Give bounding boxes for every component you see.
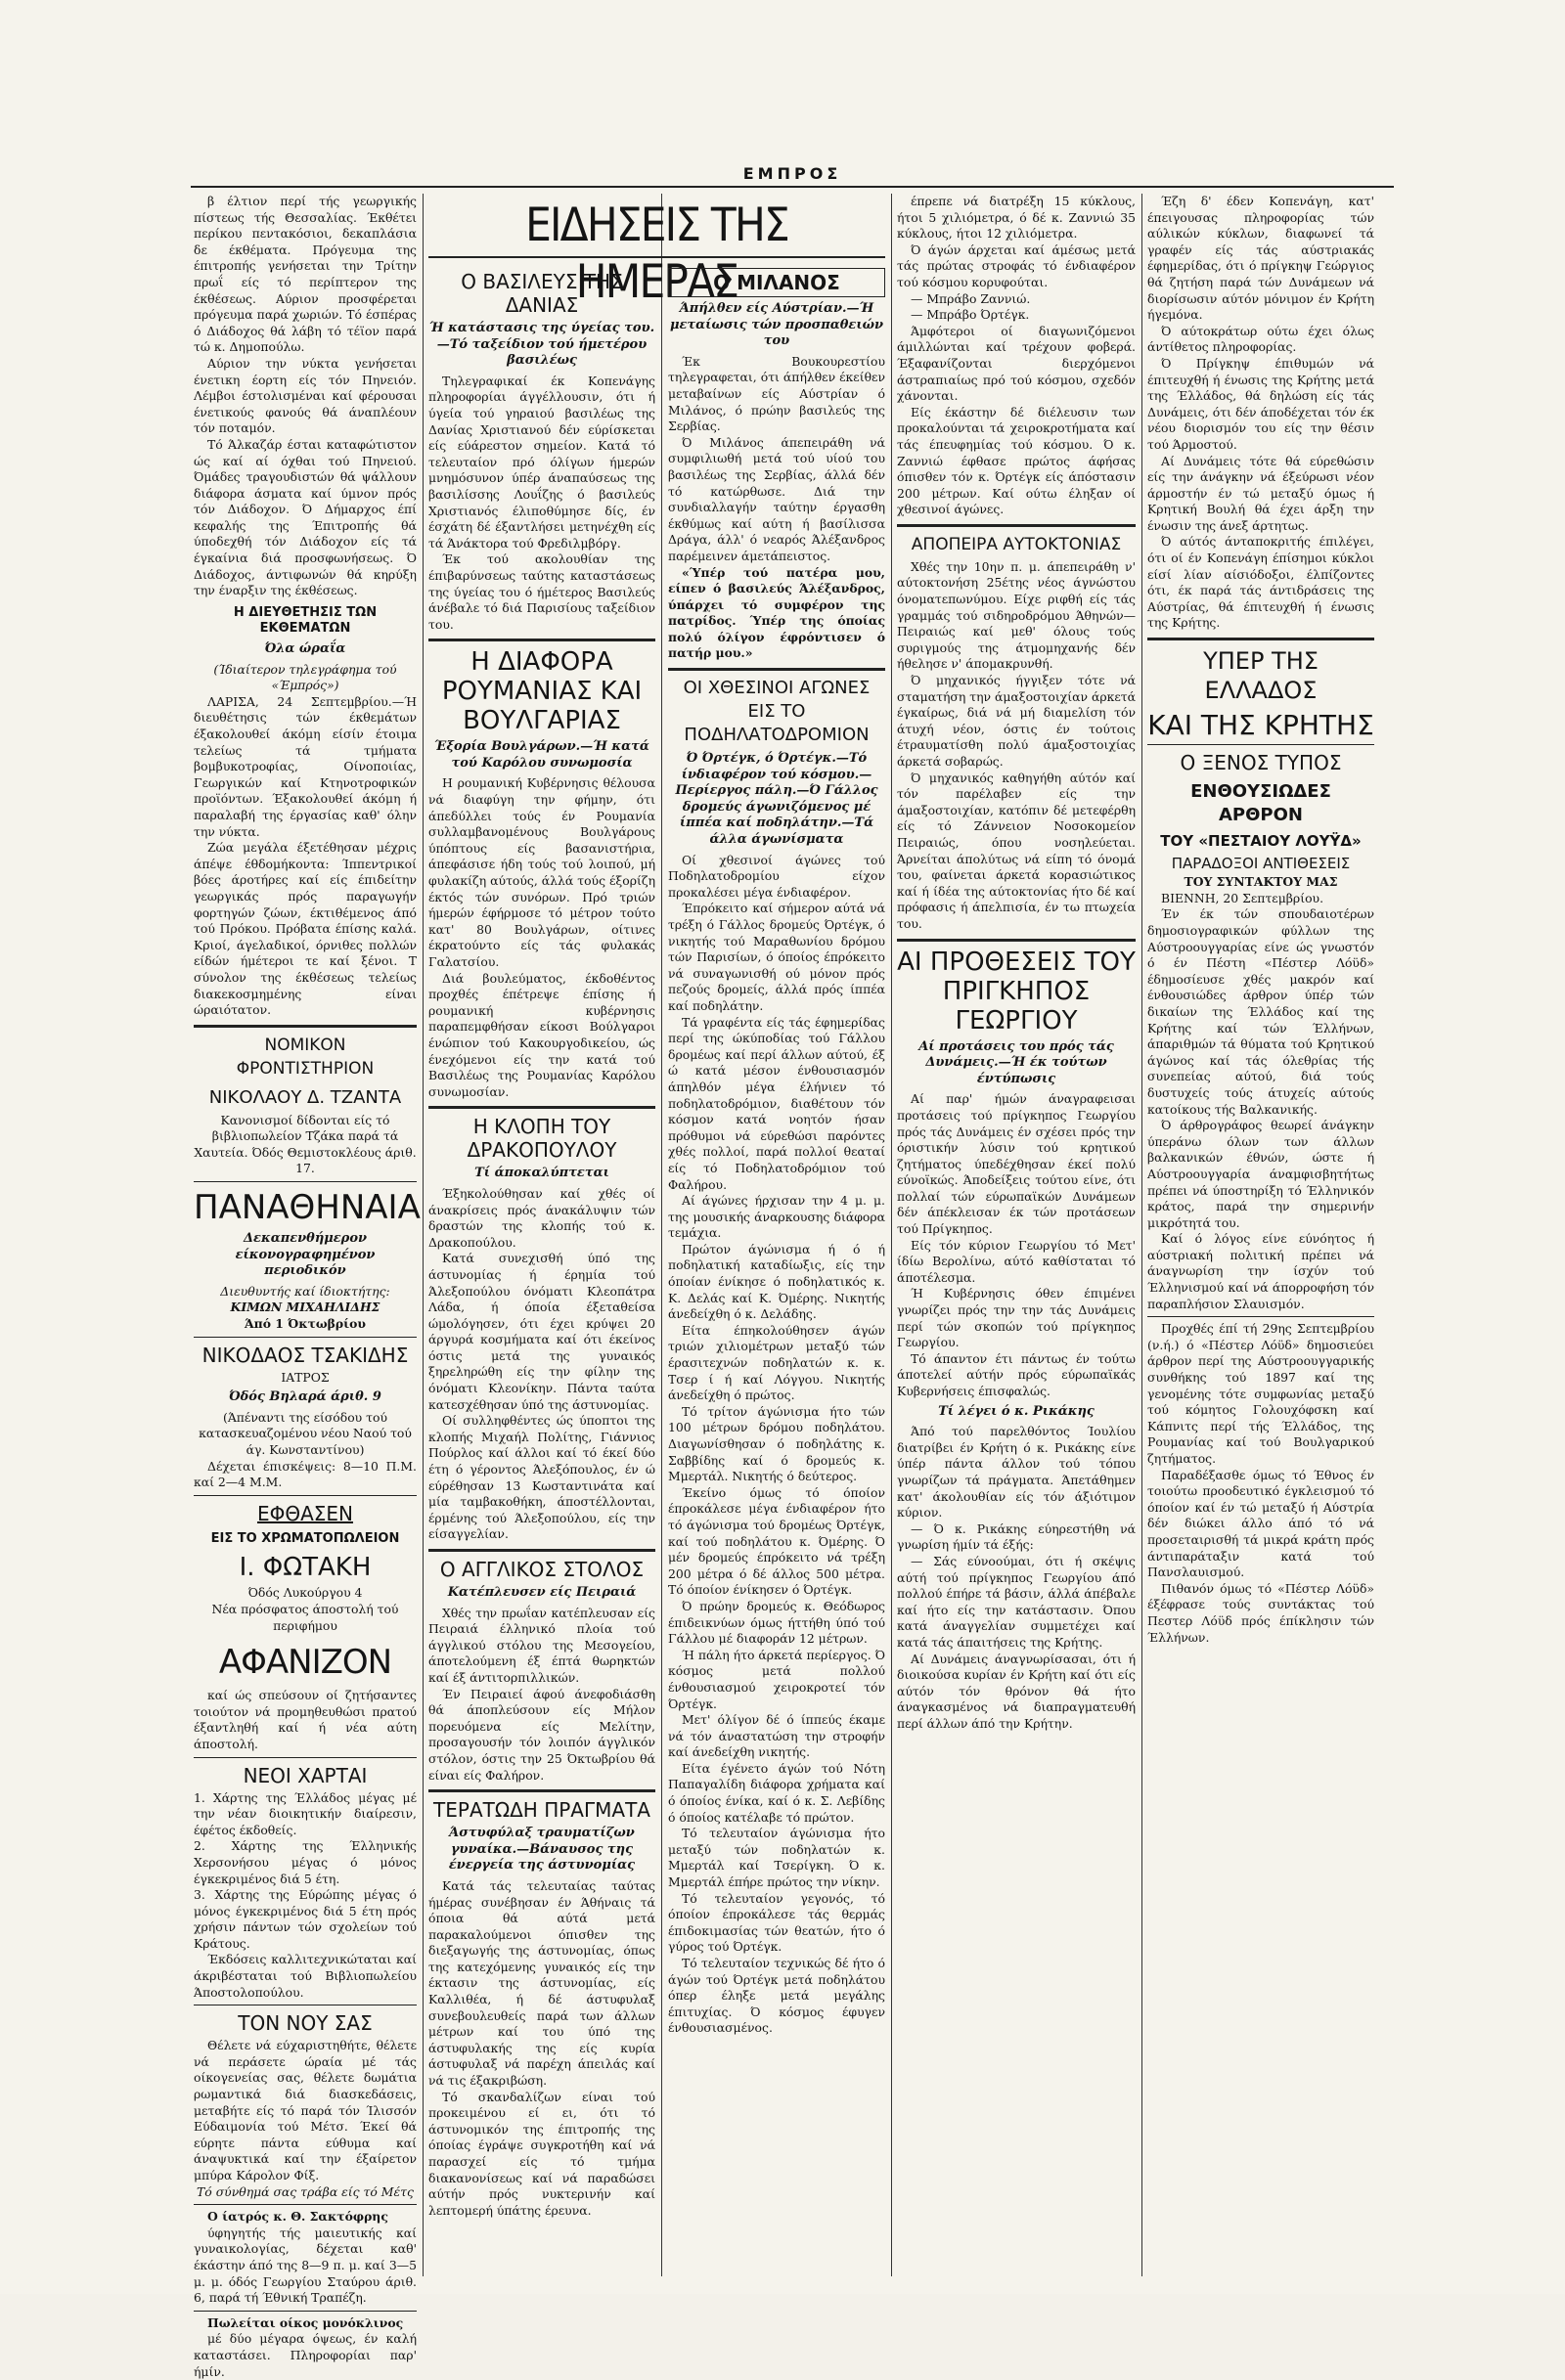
byline: ΤΟΥ ΣΥΝΤΑΚΤΟΥ ΜΑΣ	[1184, 874, 1338, 890]
article-paragraph: — Ό κ. Ρικάκης εύηρεστήθη νά γνωρίση ήμίν τά έξής:	[897, 1521, 1136, 1553]
article-paragraph: Έκ τού ακολουθίαν της έπιβαρύνσεως ταύτης καταστάσεως της ύγείας του ό ήμέτερος Βασιλεύς άνέβαλε τό διά Παρισίους ταξείδιον του.	[428, 551, 655, 632]
article-paragraph: Τό σκανδαλίζων είναι τού προκειμένου εί ει, ότι τό άστυνομικόν της έπιτροπής της όποίας έγράψε συγκροτήθη καί νά παρασχεί είς τό τμήμα διακανονίσεως καί νά παραδώσει αύτήν πρός νυκτερινήν καί λεπτομερή ύπάτης έρευνα.	[428, 2089, 655, 2218]
article-paragraph: ΛΑΡΙΣΑ, 24 Σεπτεμβρίου.—Ή διευθέτησις τών έκθεμάτων έξακολουθεί άκόμη είσίν έτοιμα τελείως τά τμήματα βομβυκοτροφίας, Οίνοποιίας, Γεωργικών καί Κτηνοτροφικών προϊόντων. Έξακολουθεί άκόμη ή παραλαβή της έργασίας καθ' όλην την νύκτα.	[194, 693, 417, 839]
article-paragraph: Αί Δυνάμεις άναγνωρίσασαι, ότι ή διοικούσα κυρίαν έν Κρήτη καί ότι είς αύτόν τόν θρόνον θά ήτο άναγκασμένος νά διαπραγματευθή περί άλλων άπό την Κρήτην.	[897, 1651, 1136, 1731]
ad-text: καί ώς σπεύσουν οί ζητήσαντες τοιούτον νά προμηθευθώσι πρατού έξαντληθή καί ή νέα αύτη άποστολή.	[194, 1688, 417, 1751]
article-paragraph: Είς έκάστην δέ διέλευσιν των προκαλούνται τά χειροκροτήματα καί τάς έπευφημίας τού κόσμου. Ό κ. Ζαννιώ έφθασε πρώτος άφήσας όπισθεν τόν κ. Όρτέγκ είς άπόστασιν 200 μέτρων. Καί ούτω έληξαν οί χθεσινοί άγώνες.	[897, 404, 1136, 517]
divider	[428, 1106, 655, 1109]
article-paragraph: Κατά συνεχισθή ύπό της άστυνομίας ή έρημία τού Άλεξοπούλου όνόματι Κλεοπάτρα Λάδα, ή όποία έξεταθείσα ώμολόγησεν, ότι έχει κρύψει 20 άργυρά κοσμήματα καί ότι έκείνος όστις μετά της γυναικός ξηρεληρώθη είς την φίλην της όνόματι Κλεονίκην. Πάντα ταύτα κατεσχέθησαν ύπό της άστυνομίας.	[428, 1251, 655, 1412]
ad-text: Άπό 1 Όκτωβρίου	[245, 1316, 366, 1332]
article-paragraph: Άμφότεροι οί διαγωνιζόμενοι άμιλλώνται καί τρέχουν φοβερά. Έξαφανίζονται διερχόμενοι άστραπιαίως πρό τού κόσμου, σχεδόν χάνονται.	[897, 323, 1136, 404]
article-paragraph: Πιθανόν όμως τό «Πέστερ Λόϋδ» έξέφρασε τούς συντάκτας τού Πεστερ Λόϋδ πρός έπίκλησιν τών Έλλήνων.	[1147, 1580, 1374, 1645]
list-item: 3. Χάρτης της Εύρώπης μέγας ό μόνος έγκεκριμένος διά 5 έτη πρός χρήσιν πάντων τών σχολείων τού Κράτους.	[194, 1887, 417, 1951]
article-headline: ΑΠΟΠΕΙΡΑ ΑΥΤΟΚΤΟΝΙΑΣ	[911, 534, 1122, 554]
ad-address: Όδός Βηλαρά άριθ. 9	[229, 1389, 381, 1405]
divider	[428, 1789, 655, 1792]
article-paragraph: Η ρουμανική Κυβέρνησις θέλουσα νά διαφύγη την φήμην, ότι άπεδύλλει τούς έν Ρουμανία συλλαμβανομένους Βουλγάρους ύπόπτους είς βασανιστήρια, άπεφάσισε ήδη τούς τού λοιπού, μή φυλακίζη αύτούς, άλλά τούς έξορίζη έκτός τών συνόρων. Πρό τριών ήμερών έφήρμοσε τό μέτρον τούτο κατ' 80 Βουλγάρων, οίτινες έκρατούντο είς τάς φυλακάς Γαλατσίου.	[428, 775, 655, 969]
divider	[1147, 638, 1374, 640]
article-headline: Η ΚΛΟΠΗ ΤΟΥ ΔΡΑΚΟΠΟΥΛΟΥ	[467, 1115, 617, 1163]
article-paragraph: Αί παρ' ήμών άναγραφεισαι προτάσεις τού πρίγκηπος Γεωργίου πρός τάς Δυνάμεις έν σχέσει πρός την όριστικήν λύσιν τού κρητικού ζητήματος ύπεδέχθησαν έκεί πολύ εύνοϊκώς. Άποδείξεις τούτου είνε, ότι πολλαί τών εύρωπαϊκών Δυνάμεων δέν άπέκλεισαν έκ τών προτάσεων τού Πρίγκηπος.	[897, 1091, 1136, 1237]
ad-subtitle: ΕΙΣ ΤΟ ΧΡΩΜΑΤΟΠΩΛΕΙΟΝ	[210, 1530, 400, 1546]
ad-text: Νέα πρόσφατος άποστολή τού περιφήμου	[211, 1601, 399, 1633]
ad-text: Κανονισμοί δίδονται είς τό βιβλιοπωλείον Τζάκα παρά τά Χαυτεία. Όδός Θεμιστοκλέους άριθ. 17.	[194, 1112, 417, 1176]
column-rule	[661, 194, 662, 2276]
article-paragraph: Τό άπαντον έτι πάντως έν τούτω άποτελεί αύτήν πρός εύρωπαϊκάς Κυβερνήσεις έπισφαλώς.	[897, 1350, 1136, 1398]
article-headline: ΑΙ ΠΡΟΘΕΣΕΙΣ ΤΟΥ ΠΡΙΓΚΗΠΟΣ ΓΕΩΡΓΙΟΥ	[897, 947, 1136, 1036]
article-paragraph: Τό τρίτον άγώνισμα ήτο τών 100 μέτρων δρόμου ποδηλάτου. Διαγωνίσθησαν ό ποδηλάτης κ. Σαββίδης καί ό δρομεύς κ. Μμερτάλ. Νικητής ό δεύτερος.	[668, 1403, 885, 1484]
divider	[668, 668, 885, 671]
article-paragraph: Τό τελευταίον γεγονός, τό όποίον έπροκάλεσε τάς θερμάς έπιδοκιμασίας τών θεατών, ήτο ό γύρος τού Όρτέγκ.	[668, 1890, 885, 1955]
article-paragraph: Αί Δυνάμεις τότε θά εύρεθώσιν είς την άνάγκην νά έξεύρωσι νέον άρμοστήν έν τώ μεταξύ όμως ή Κρητική Βουλή θά έχει άρξη την ένωσιν της άνεξ άρτητως.	[1147, 453, 1374, 533]
article-paragraph: Ό άρθρογράφος θεωρεί άνάγκην ύπεράνω όλων των άλλων βαλκανικών έθνών, ώστε ή Αύστροουγγαρία άναμφισβητήτως πρέπει νά ύποστηρίξη τό Έλληνικόν κράτος, παρά την σημερινήν μικρότητά του.	[1147, 1118, 1374, 1230]
article-paragraph: Άπό τού παρελθόντος Ίουλίου διατρίβει έν Κρήτη ό κ. Ρικάκης είνε ύπέρ πάντα άλλον τού τόπου γνωρίζων τά πράγματα. Άπετάθημεν κατ' άκολουθίαν είς τόν άξιότιμον κύριον.	[897, 1424, 1136, 1521]
article-headline: ΟΙ ΧΘΕΣΙΝΟΙ ΑΓΩΝΕΣ ΕΙΣ ΤΟ ΠΟΔΗΛΑΤΟΔΡΟΜΙΟΝ	[683, 678, 871, 746]
divider	[194, 1757, 417, 1758]
divider	[897, 524, 1136, 527]
article-subheading: ΠΑΡΑΔΟΞΟΙ ΑΝΤΙΘΕΣΕΙΣ	[1171, 854, 1351, 872]
article-paragraph: Ό αύτός άνταποκριτής έπιλέγει, ότι οί έν Κοπενάγη έπίσημοι κύκλοι είσί λίαν αίσιόδοξοι, έλπίζοντες ότι, έκ παρά τάς άντιδράσεις της Αύστρίας, θά έπιτευχθή ή ένωσις της Κρήτης.	[1147, 534, 1374, 631]
ad-text: μέ δύο μέγαρα όψεως, έν καλή καταστάσει. Πληροφορίαι παρ' ήμίν.	[194, 2331, 417, 2379]
article-subheading: Τί άποκαλύπτεται	[474, 1166, 609, 1181]
main-headline-text: ΕΙΔΗΣΕΙΣ ΤΗΣ ΗΜΕΡΑΣ	[525, 198, 788, 309]
ad-tagline: Τό σύνθημά σας τράβα είς τό Μέτς	[197, 2183, 414, 2199]
list-item: 2. Χάρτης της Έλληνικής Χερσονήσου μέγας ό μόνος έγκεκριμένος διά 5 έτη.	[194, 1838, 417, 1886]
article-subheading: Κατέπλευσεν είς Πειραιά	[447, 1585, 637, 1600]
article-paragraph: Έν έκ τών σπουδαιοτέρων δημοσιογραφικών φύλλων της Αύστροουγγαρίας είνε ώς γνωστόν ό έν Πέστη «Πέστερ Λόϋδ» έδημοσίευσε χθές μακρόν καί ένθουσιώδες άρθρον ύπέρ τών δικαίων της Έλλάδος καί της Κρήτης καί τών Έλλήνων, άπαριθμών τά θύματα τού Κρητικού άγώνος καί τάς όλεθρίας τής συνεπείας αύτού, διά τούς δυστυχείς τούς άτυχείς αύτούς κατοίκους τής Βαλκανικής.	[1147, 906, 1374, 1117]
article-subheading: Ή κατάστασις της ύγείας του. —Τό ταξείδιον τού ήμετέρου βασιλέως	[428, 321, 655, 369]
column-1	[194, 194, 421, 2379]
article-headline: ΤΕΡΑΤΩΔΗ ΠΡΑΓΜΑΤΑ	[433, 1798, 650, 1823]
article-paragraph: Παραδέξασθε όμως τό Έθνος έν τοιούτω προοδευτικό έγκλεισμού τό όποίον καί έν τώ μεταξύ ή Αύστρία δέν διώκει άλλο άπό τό νά προσεταιρισθή τά μικρά κράτη πρός άντιπαράταξιν κατά τού Πανσλαυισμού.	[1147, 1467, 1374, 1580]
article-paragraph: Αί άγώνες ήρχισαν την 4 μ. μ. της μουσικής άναρκουσης διάφορα τεμάχια.	[668, 1193, 885, 1241]
article-paragraph: Είτα έπηκολούθησεν άγών τριών χιλιομέτρων μεταξύ τών έρασιτεχνών ποδηλατών κ. κ. Τσερ ί ή καί Λόγγου. Νικητής άνεδείχθη ό πρώτος.	[668, 1322, 885, 1403]
ad-text: Έκδόσεις καλλιτεχνικώταται καί άκριβέσταται τού Βιβλιοπωλείου Άποστολοπούλου.	[194, 1952, 417, 2000]
article-paragraph: Αύριον την νύκτα γενήσεται ένετικη έορτη είς τόν Πηνειόν. Λέμβοι έστολισμέναι καί φέρουσαι ένετικούς φανούς θά άναπλέουν τόν ποταμόν.	[194, 355, 417, 436]
article-subheading: Ο ΞΕΝΟΣ ΤΥΠΟΣ	[1180, 751, 1342, 775]
article-paragraph: β έλτιον περί τής γεωργικής πίστεως τής Θεσσαλίας. Έκθέτει περίκου πεντακόσιοι, δεκαπλάσια δε έκθέματα. Πρόγευμα της έπιτροπής γενήσεται την Τρίτην πρωΐ είς τό περίπτερον της έκθέσεως. Αύριον προσφέρεται πρόγευμα παρά χωριών. Τό έσπέρας ό Διάδοχος θά λάβη τό τέϊον παρά τώ κ. Δημοπούλω.	[194, 194, 417, 355]
article-paragraph: Μετ' όλίγον δέ ό ίππεύς έκαμε νά τόν άναστατώση την στροφήν καί άνεδείχθη νικητής.	[668, 1712, 885, 1760]
divider	[1147, 1316, 1374, 1317]
ad-subtitle: Δεκαπενθήμερον είκονογραφημένον περιοδικόν	[235, 1231, 376, 1279]
article-paragraph: Έκείνο όμως τό όποίον έπροκάλεσε μέγα ένδιαφέρον ήτο τό άγώνισμα τού δρομέως Όρτέγκ, καί τού ποδηλάτου κ. Όμέρης. Ό μέν δρομεύς έπρόκειτο νά τρέξη 200 μέτρα ό δέ άλλος 500 μέτρα. Τό όποίον ένίκησεν ό Όρτέγκ.	[668, 1484, 885, 1598]
article-subheading: Έξορία Βουλγάρων.—Ή κατά τού Καρόλου συνωμοσία	[434, 739, 649, 771]
article-subheading: Αί προτάσεις του πρός τάς Δυνάμεις.—Ή έκ τούτων έντύπωσις	[918, 1038, 1114, 1086]
column-5	[1147, 194, 1374, 2276]
article-paragraph: Προχθές έπί τή 29ης Σεπτεμβρίου (ν.ή.) ό «Πέστερ Λόϋδ» δημοσιεύει άρθρον περί της Αύστροουγγαρικής συνθήκης τού 1897 καί της γενομένης τότε συμφωνίας μεταξύ τού κόμητος Γολουχόφσκη καί Κάπνιτς περί τής Έλλάδος, της Ρουμανίας καί τού Βουλγαρικού ζητήματος.	[1147, 1321, 1374, 1466]
article-paragraph: Έκ Βουκουρεστίου τηλεγραφεται, ότι άπήλθεν έκείθεν μεταβαίνων είς Αύστρίαν ό Μιλάνος, ό πρώην βασιλεύς της Σερβίας.	[668, 353, 885, 434]
ad-address: Όδός Λυκούργου 4	[247, 1585, 363, 1601]
ad-name: Ο ίατρός κ. Θ. Σακτόφρης	[207, 2209, 388, 2225]
divider	[428, 639, 655, 641]
list-item: 1. Χάρτης της Έλλάδος μέγας μέ την νέαν διοικητικήν διαίρεσιν, έφέτος έκδοθείς.	[194, 1789, 417, 1837]
ad-text: ύφηγητής τής μαιευτικής καί γυναικολογίας, δέχεται καθ' έκάστην άπό της 8—9 π. μ. καί 3—5 μ. μ. όδός Γεωργίου Σταύρου άριθ. 6, παρά τή Έθνική Τραπέζη.	[194, 2225, 417, 2306]
article-paragraph: Οί χθεσινοί άγώνες τού Ποδηλατοδρομίου είχον προκαλέσει μέγα ένδιαφέρον.	[668, 852, 885, 900]
article-quote: «Ύπέρ τού πατέρα μου, είπεν ό βασιλεύς Άλέξανδρος, ύπάρχει τό συμφέρον της πατρίδος. Ύπέρ της όποίας πολύ όλίγον έφρόντισεν ό πατήρ μου.»	[668, 564, 885, 661]
article-paragraph: Τό Άλκαζάρ έσται καταφώτιστον ώς καί αί όχθαι τού Πηνειού. Όμάδες τραγουδιστών θά ψάλλουν διάφορα άσματα καί ύμνον πρός τόν Διάδοχον. Ό Δήμαρχος έπί κεφαλής της Έπιτροπής θά ύποδεχθή τόν Διάδοχον είς τά έγκαίνια διά προσφωνήσεως. Ό Διάδοχος, άντιφωνών θά κηρύξη την έναρξιν της έκθέσεως.	[194, 436, 417, 598]
article-paragraph: Τό τελευταίον άγώνισμα ήτο μεταξύ τών ποδηλατών κ. Μμερτάλ καί Τσερίγκη. Ό κ. Μμερτάλ έπήρε πρώτος την νίκην.	[668, 1826, 885, 1890]
source-note: (Ίδιαίτερον τηλεγράφημα τού «Έμπρός»)	[213, 661, 397, 693]
ad-name: ΚΙΜΩΝ ΜΙΧΑΗΛΙΔΗΣ	[230, 1300, 380, 1315]
article-paragraph: Κατά τάς τελευταίας ταύτας ήμέρας συνέβησαν έν Άθήναις τά όποια θά αύτά μετά παρακαλούμενοι όπισθεν της διεξαγωγής της άστυνομίας, όπως της κατεχόμενης γυναικός είς την έκτασιν της άστυνομίας, είς Καλλιθέα, ή δέ άστυφυλαξ συνεβουλευθείς παρά των άλλων μέτρων καί του ύπό της άστυφυλακής της είς κυρία άστυφυλαξ νά παρέχη άπειλάς καί νά τις έξακριβώση.	[428, 1877, 655, 2089]
divider	[194, 1181, 417, 1182]
article-paragraph: Ό άγών άρχεται καί άμέσως μετά τάς πρώτας στροφάς τό ένδιαφέρον τού κόσμου κορυφούται.	[897, 242, 1136, 289]
divider	[194, 1495, 417, 1496]
ad-title: ΠΑΝΑΘΗΝΑΙΑ	[194, 1188, 421, 1228]
article-headline: ΥΠΕΡ ΤΗΣ ΕΛΛΑΔΟΣ	[1203, 647, 1319, 705]
ad-text: Διευθυντής καί ίδιοκτήτης:	[220, 1283, 390, 1299]
ad-text: Δέχεται έπισκέψεις: 8—10 Π.Μ. καί 2—4 Μ.Μ.	[194, 1458, 417, 1490]
article-headline: Ο ΑΓΓΛΙΚΟΣ ΣΤΟΛΟΣ	[439, 1558, 645, 1581]
article-paragraph: έπρεπε νά διατρέξη 15 κύκλους, ήτοι 5 χιλιόμετρα, ό δέ κ. Ζαννιώ 35 κύκλους, ήτοι 12 χιλιόμετρα.	[897, 194, 1136, 242]
ad-name: ΝΙΚΟΔΑΟΣ ΤΣΑΚΙΔΗΣ	[201, 1343, 409, 1367]
article-paragraph: Τά γραφέντα είς τάς έφημερίδας περί της ώκύποδίας τού Γάλλου δρομέως καί περί άλλων αύτού, έξ ώ κατά μέσον ένθουσιασμόν άπηλθόν μέγα έλήνιεν τό ποδηλατοδρόμιον, διαθέτουν τόν κόσμον κατά νοητόν ήσαν πρόθυμοι νά εύρεθώσι παρόντες χθές πολλοί, παρά πολλοί θεαταί είς τό Ποδηλατοδρόμιον τού Φαλήρου.	[668, 1014, 885, 1192]
article-paragraph: Έζη δ' έδεν Κοπενάγη, κατ' έπειγουσας πληροφορίας τών αύλικών κύκλων, διαφωνεί τά γραφέν είς τάς αύστριακάς έφημερίδας, ότι ό πρίγκηψ Γεώργιος θά ζητήση παρά τών Δυνάμεων νά διορίσωσιν αύτόν μόνιμον έν Κρήτη ήγεμόνα.	[1147, 194, 1374, 323]
article-paragraph: Τηλεγραφικαί έκ Κοπενάγης πληροφορίαι άγγέλλουσιν, ότι ή ύγεία τού γηραιού βασιλέως της Δανίας Χριστιανού δέν εύρίσκεται είς εύάρεστον σημείον. Κατά τό τελευταίον πρό όλίγων ήμερών μνημόσυνον ύπέρ άναπαύσεως της βασιλίσσης Λουΐζης ό βασιλεύς Χριστιανός έλιποθύμησε δίς, έν έσχάτη δέ έξαντλήσει μετηνέχθη είς τά Άνάκτορα τού Φρεδιλμβόργ.	[428, 373, 655, 551]
article-paragraph: Ό Μιλάνος άπεπειράθη νά συμφιλιωθή μετά τού υίού του βασιλέως της Σερβίας, άλλά δέν τό κατώρθωσε. Διά την συνδιαλλαγήν ταύτην έργασθη έκθύμως καί αύτη ή βασίλισσα Δράγα, άλλ' ό νεαρός Άλέξανδρος παρέμεινεν άμετάπειστος.	[668, 434, 885, 563]
divider	[897, 939, 1136, 942]
ad-title: Πωλείται οίκος μονόκλινος	[207, 2314, 404, 2330]
article-paragraph: Έν Πειραιεί άφού άνεφοδιάσθη θά άποπλεύσουν είς Μήλον πορευόμενα είς Μελίτην, προσαγουσήν τόν λοιπόν άγγλικόν στόλον, όστις την 25 Όκτωβρίου θά είναι είς Φαλήρον.	[428, 1686, 655, 1783]
column-2	[428, 264, 655, 2276]
article-paragraph: Τό τελευταίον τεχνικώς δέ ήτο ό άγών τού Όρτέγκ μετά ποδηλάτου όπερ έληξε μετά μεγάλης έπιτυχίας. Ό κόσμος έφυγεν ένθουσιασμένος.	[668, 1956, 885, 2036]
article-paragraph: — Μπράβο Ζαννιώ.	[911, 290, 1031, 306]
article-headline: Ο ΒΑΣΙΛΕΥΣ ΤΗΣ ΔΑΝΙΑΣ	[461, 270, 623, 317]
article-paragraph: — Σάς εύνοούμαι, ότι ή σκέψις αύτή τού πρίγκηπος Γεωργίου άπό πολλού έπήρε τά βάσιν, άλλά άπέβαλε καί ήτο είς την κατάστασιν. Όπου κατά άναγγελίαν συμμετέχει καί κατά τάς άπαιτήσεις της Κρήτης.	[897, 1553, 1136, 1650]
ad-title: ΝΟΜΙΚΟΝ ΦΡΟΝΤΙΣΤΗΡΙΟΝ	[236, 1035, 375, 1079]
column-4	[897, 194, 1136, 2276]
article-paragraph: Έπρόκειτο καί σήμερον αύτά νά τρέξη ό Γάλλος δρομεύς Όρτέγκ, ό νικητής τού Μαραθωνίου δρόμου τών Παρισίων, ό όποίος έπρόκειτο νά συναγωνισθή ού μόνον πρός πεζούς δρομείς, άλλά πρός ίππέα καί ποδηλάτην.	[668, 901, 885, 1013]
article-paragraph: Πρώτον άγώνισμα ή ό ή ποδηλατική καταδίωξις, είς την όποίαν ένίκησε ό ποδηλατικός κ. Κ. Δελάς καί Κ. Όμέρης. Νικητής άνεδείχθη ό κ. Δελάδης.	[668, 1241, 885, 1322]
masthead	[191, 164, 1394, 188]
article-paragraph: Ζώα μεγάλα έξετέθησαν μέχρις άπέψε έθδομήκοντα: Ίππεντρικοί βόες άροτήρες καί είς έπιδείτην γεωργικάς πρός παραγωγήν φορτηγών ζώων, έκτιθέμενος άπό τού Πρόκου. Πρόβατα έπίσης καλά. Κριοί, άγελαδικοί, όρνιθες πολλών είδών ήμέτεροι τε καί ξένοι. Τ σύνολον της έκθέσεως τελείως διακεκοσμημένης είναι ώραιότατον.	[194, 840, 417, 1018]
article-subheading: ΤΟΥ «ΠΕΣΤΑΙΟΥ ΛΟΥΫΔ»	[1160, 832, 1362, 851]
section-subheading: Όλα ώραΐα	[264, 641, 346, 657]
section-heading: Η ΔΙΕΥΘΕΤΗΣΙΣ ΤΩΝ ΕΚΘΕΜΑΤΩΝ	[233, 604, 378, 637]
article-paragraph: Ό πρώην δρομεύς κ. Θεόδωρος έπιδεικνύων όμως ήττήθη ύπό τού Γάλλου μέ διαφοράν 12 μέτρων.	[668, 1598, 885, 1647]
article-subheading: Άστυφύλαξ τραυματίζων γυναίκα.—Βάναυσος της ένεργεία της άστυνομίας	[448, 1826, 636, 1873]
ad-title: ΤΟΝ ΝΟΥ ΣΑΣ	[238, 2011, 373, 2036]
column-rule	[423, 194, 424, 2276]
article-paragraph: Έξηκολούθησαν καί χθές οί άνακρίσεις πρός άνακάλυψιν τών δραστών της κλοπής τού κ. Δρακοπούλου.	[428, 1185, 655, 1250]
article-paragraph: Χθές την πρωΐαν κατέπλευσαν είς Πειραιά έλληνικό πλοία τού άγγλικού στόλου της Μεσογείου, άποτελούμενη έξ έπτά θωρηκτών καί έξ άντιτορπιλλικών.	[428, 1605, 655, 1685]
article-headline: Η ΔΙΑΦΟΡΑ ΡΟΥΜΑΝΙΑΣ ΚΑΙ ΒΟΥΛΓΑΡΙΑΣ	[441, 647, 643, 736]
column-rule	[1141, 194, 1142, 2276]
divider	[194, 1025, 417, 1028]
ad-title: ΝΕΟΙ ΧΑΡΤΑΙ	[243, 1763, 368, 1787]
divider	[194, 1337, 417, 1338]
masthead-title: ΕΜΠΡΟΣ	[742, 164, 842, 183]
ad-text: (Άπέναντι της είσόδου τού κατασκευαζομένου νέου Ναού τού άγ. Κωνσταντίνου)	[199, 1409, 412, 1457]
divider	[1147, 744, 1374, 745]
divider	[194, 2204, 417, 2205]
article-paragraph: Ό μηχανικός καθηγήθη αύτόν καί τόν παρέλαβεν είς την άμαξοστοιχίαν, κατόπιν δέ μετεφέρθη είς τό Ζάννειον Νοσοκομείον Πειραιώς, όπου νοσηλεύεται. Άρνείται άπολύτως νά είπη τό όνομά του, φαίνεται άρκετά κορασιώτικος καί ή ίδέα της αύτοκτονίας ήτο δέ καί πρόφασις ή άπελπισία, έν τω πτωχεία του.	[897, 770, 1136, 931]
divider	[194, 2311, 417, 2312]
article-paragraph: Είτα έγένετο άγών τού Νότη Παπαγαλίδη διάφορα χρήματα καί ό όποίος ένίκα, καί ό κ. Σ. Λεβίδης ό όποίος κατέλαβε τό πρώτον.	[668, 1760, 885, 1825]
ad-product: ΑΦΑΝΙΖΟΝ	[218, 1643, 392, 1683]
article-subheading: Άπήλθεν είς Αύστρίαν.—Ή μεταίωσις τών προσπαθειών του	[669, 301, 884, 349]
ad-title: ΕΦΘΑΣΕΝ	[256, 1501, 354, 1525]
article-paragraph: Διά βουλεύματος, έκδοθέντος προχθές έπέτρεψε έπίσης ή ρουμανική κυβέρνησις παραπεμφθήσαν είκοσι Βούλγαροι ένώπιον τού Κακουργοδικείου, ώς ένεχόμενοι είς την κατά τού Βασιλέως της Ρουμανίας Καρόλου συνωμοσίαν.	[428, 970, 655, 1099]
article-paragraph: Ό αύτοκράτωρ ούτω έχει όλως άντίθετος πληροφορίας.	[1147, 323, 1374, 355]
column-rule	[891, 194, 892, 2276]
article-paragraph: Ό μηχανικός ήγγιξεν τότε νά σταματήση την άμαξοστοιχίαν άρκετά έγκαίρως, διά νά μή διαμελίση τόν άτυχή νέον, όστις έν τούτοις έτραυματίσθη πολύ άμαξοστοιχίας άρκετά σοβαρώς.	[897, 673, 1136, 769]
article-subheading: ΕΝΘΟΥΣΙΩΔΕΣ ΑΡΘΡΟΝ	[1190, 781, 1331, 826]
dateline: ΒΙΕΝΝΗ, 20 Σεπτεμβρίου.	[1161, 890, 1324, 905]
article-paragraph: Χθές την 10ην π. μ. άπεπειράθη ν' αύτοκτονήση 25έτης νέος άγνώστου όνοματεπωνύμου. Είχε ριφθή είς τάς γραμμάς τού σιδηροδρόμου Άθηνών—Πειραιώς καί μεθ' όλους τούς συριγμούς της άτμομηχανής δέν ήθελησε ν' άπομακρυνθή.	[897, 558, 1136, 672]
article-subheading: Τί λέγει ό κ. Ρικάκης	[938, 1403, 1095, 1419]
article-paragraph: Ή πάλη ήτο άρκετά περίεργος. Ό κόσμος μετά πολλού ένθουσιασμού χειροκροτεί τόν Όρτέγκ.	[668, 1647, 885, 1711]
ad-name: Ι. ΦΩΤΑΚΗ	[239, 1553, 372, 1583]
article-paragraph: — Μπράβο Όρτέγκ.	[911, 307, 1030, 323]
column-3	[668, 264, 885, 2276]
ad-name: ΝΙΚΟΛΑΟΥ Δ. ΤΖΑΝΤΑ	[208, 1086, 402, 1108]
ad-text: ΙΑΤΡΟΣ	[281, 1369, 330, 1385]
article-headline: ΚΑΙ ΤΗΣ ΚΡΗΤΗΣ	[1147, 709, 1374, 742]
article-subheading: Ό Όρτέγκ, ό Όρτέγκ.—Τό ίνδιαφέρον τού κόσμου.—Περίεργος πάλη.—Ό Γάλλος δρομεύς άγωνιζόμενος μέ ίππέα καί ποδηλάτην.—Τά άλλα άγωνίσματα	[675, 751, 878, 848]
article-paragraph: Ό Πρίγκηψ έπιθυμών νά έπιτευχθή ή ένωσις της Κρήτης μετά της Έλλάδος, θά δηλώση είς τάς Δυνάμεις, ότι δέν άποδέχεται τόν έκ νέου διορισμόν του είς την θέσιν τού Άρμοστού.	[1147, 355, 1374, 452]
article-paragraph: Είς τόν κύριον Γεωργίου τό Μετ' ίδίω Βερολίνω, αύτό καθίσταται τό άποτέλεσμα.	[897, 1237, 1136, 1285]
ad-text: Θέλετε νά εύχαριστηθήτε, θέλετε νά περάσετε ώραία μέ τάς οίκογενείας σας, θέλετε δωμάτια ρωμαντικά διά διασκεδάσεις, μεταβήτε είς τό παρά τόν Ίλισσόν Εύδαιμονία τού Μέτσ. Έκεί θά εύρητε πάντα εύθυμα καί άναψυκτικά καί την έξαίρετον μπύρα Κάρολον Φίξ.	[194, 2038, 417, 2182]
article-paragraph: Οί συλληφθέντες ώς ύποπτοι της κλοπής Μιχαήλ Πολίτης, Γιάννιος Πούρλος καί άλλοι καί τό έκεί δύο έτη ό γέροντος Άλεξόπουλος, έν ώ εύρέθησαν 13 Κωσταντινάτα καί μία ταμβακοθήκη, άποστέλλονται, έρμένης τού Άλεξοπούλου, είς την είσαγγελίαν.	[428, 1413, 655, 1542]
divider	[428, 1549, 655, 1552]
article-headline: Ο ΜΙΛΑΝΟΣ	[668, 268, 885, 297]
article-paragraph: Καί ό λόγος είνε εύνόητος ή αύστριακή πολιτική πρέπει νά άναγνωρίση την ίσχύν τού Έλληνισμού καί νά άπορροφήση τόν παραπλήσιον Σλαυισμόν.	[1147, 1231, 1374, 1311]
article-paragraph: Ή Κυβέρνησις όθεν έπιμένει γνωρίζει πρός την την τάς Δυνάμεις περί τών σκοπών τού πρίγκηπος Γεωργίου.	[897, 1286, 1136, 1350]
